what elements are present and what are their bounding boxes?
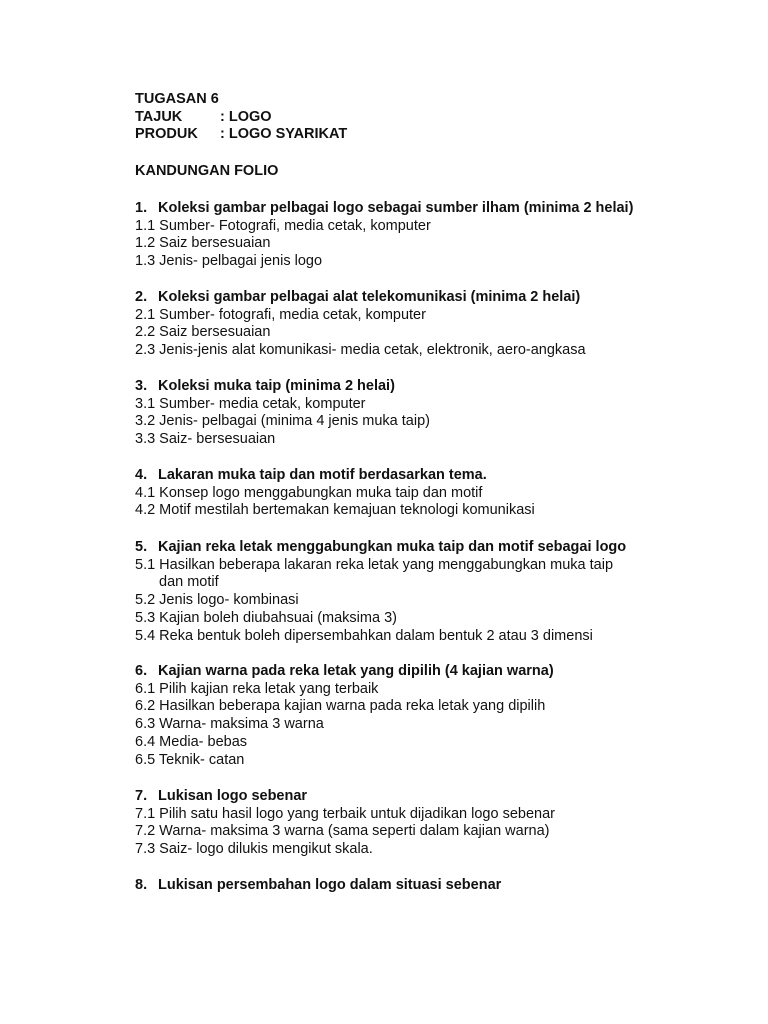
section-5 bbox=[135, 539, 626, 645]
section-7 bbox=[135, 788, 555, 859]
section-number: 6. bbox=[135, 663, 148, 679]
section-number: 2. bbox=[135, 289, 148, 305]
product-value: : LOGO SYARIKAT bbox=[220, 126, 348, 143]
section-1 bbox=[135, 200, 633, 271]
list-item: 4.2 Motif mestilah bertemakan kemajuan teknologi komunikasi bbox=[135, 502, 535, 519]
topic-label: TAJUK bbox=[135, 108, 183, 125]
assignment-title: TUGASAN 6 bbox=[135, 91, 219, 107]
section-title-text: Koleksi muka taip (minima 2 helai) bbox=[158, 378, 395, 394]
list-item: 1.3 Jenis- pelbagai jenis logo bbox=[135, 253, 323, 270]
section-title-text: Koleksi gambar pelbagai logo sebagai sumber ilham (minima 2 helai) bbox=[158, 200, 634, 216]
list-item: 6.1 Pilih kajian reka letak yang terbaik bbox=[135, 680, 379, 697]
product-row bbox=[135, 126, 347, 144]
list-item: 7.1 Pilih satu hasil logo yang terbaik untuk dijadikan logo sebenar bbox=[135, 805, 555, 822]
section-3 bbox=[135, 378, 430, 449]
list-item: 2.1 Sumber- fotografi, media cetak, komputer bbox=[135, 306, 426, 323]
list-item: 3.2 Jenis- pelbagai (minima 4 jenis muka taip) bbox=[135, 413, 430, 430]
section-title bbox=[135, 788, 555, 806]
list-item: 5.2 Jenis logo- kombinasi bbox=[135, 592, 299, 609]
list-item-continuation: dan motif bbox=[159, 574, 219, 591]
list-item: 7.3 Saiz- logo dilukis mengikut skala. bbox=[135, 841, 373, 858]
section-title bbox=[135, 378, 430, 396]
section-title-text: Lukisan logo sebenar bbox=[158, 788, 308, 804]
product-label: PRODUK bbox=[135, 126, 198, 143]
section-4 bbox=[135, 467, 535, 520]
section-number: 7. bbox=[135, 788, 148, 804]
section-title-text: Koleksi gambar pelbagai alat telekomunikasi (minima 2 helai) bbox=[158, 289, 581, 305]
list-item: 3.3 Saiz- bersesuaian bbox=[135, 431, 276, 448]
topic-value: : LOGO bbox=[220, 108, 272, 125]
section-title-text: Kajian reka letak menggabungkan muka taip dan motif sebagai logo bbox=[158, 539, 627, 555]
list-item-line: 5.1 Hasilkan beberapa lakaran reka letak yang menggabungkan muka taip bbox=[135, 556, 614, 573]
list-item: 1.1 Sumber- Fotografi, media cetak, komputer bbox=[135, 217, 431, 234]
list-item: 2.3 Jenis-jenis alat komunikasi- media cetak, elektronik, aero-angkasa bbox=[135, 342, 586, 359]
section-title-text: Kajian warna pada reka letak yang dipilih (4 kajian warna) bbox=[158, 663, 554, 679]
section-title bbox=[135, 663, 554, 681]
document-header bbox=[135, 91, 347, 144]
list-item: 3.1 Sumber- media cetak, komputer bbox=[135, 395, 366, 412]
section-2 bbox=[135, 289, 586, 360]
list-item: 7.2 Warna- maksima 3 warna (sama seperti dalam kajian warna) bbox=[135, 823, 550, 840]
topic-row bbox=[135, 109, 347, 127]
section-title bbox=[135, 877, 501, 895]
section-title bbox=[135, 200, 633, 218]
section-number: 4. bbox=[135, 467, 148, 483]
list-item bbox=[135, 557, 626, 592]
section-8 bbox=[135, 877, 501, 895]
section-title bbox=[135, 539, 626, 557]
section-title bbox=[135, 467, 535, 485]
section-title-text: Lakaran muka taip dan motif berdasarkan tema. bbox=[158, 467, 487, 483]
section-title bbox=[135, 289, 586, 307]
list-item: 2.2 Saiz bersesuaian bbox=[135, 324, 271, 341]
folio-heading: KANDUNGAN FOLIO bbox=[135, 163, 279, 179]
section-6 bbox=[135, 663, 554, 769]
list-item: 6.3 Warna- maksima 3 warna bbox=[135, 716, 324, 733]
list-item: 5.3 Kajian boleh diubahsuai (maksima 3) bbox=[135, 609, 397, 626]
section-number: 8. bbox=[135, 877, 148, 893]
section-title-text: Lukisan persembahan logo dalam situasi sebenar bbox=[158, 877, 502, 893]
list-item: 6.2 Hasilkan beberapa kajian warna pada reka letak yang dipilih bbox=[135, 698, 546, 715]
list-item: 6.5 Teknik- catan bbox=[135, 751, 245, 768]
list-item: 5.4 Reka bentuk boleh dipersembahkan dalam bentuk 2 atau 3 dimensi bbox=[135, 627, 593, 644]
section-number: 5. bbox=[135, 539, 148, 555]
section-number: 3. bbox=[135, 378, 148, 394]
list-item: 1.2 Saiz bersesuaian bbox=[135, 235, 271, 252]
list-item: 4.1 Konsep logo menggabungkan muka taip dan motif bbox=[135, 484, 483, 501]
list-item: 6.4 Media- bebas bbox=[135, 733, 248, 750]
section-number: 1. bbox=[135, 200, 148, 216]
